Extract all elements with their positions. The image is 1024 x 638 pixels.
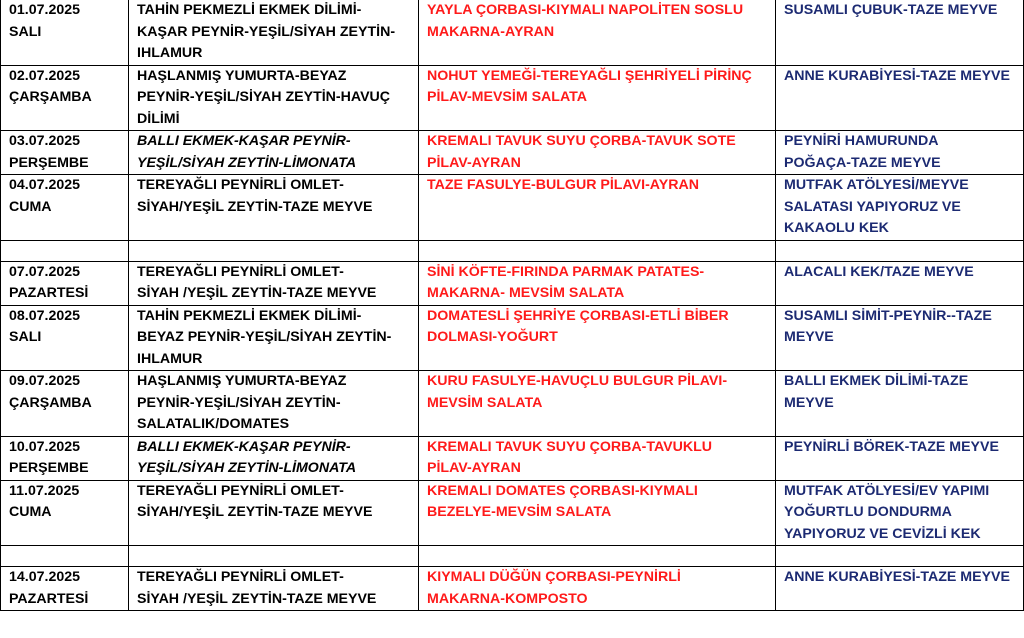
menu-day-row	[1, 65, 1024, 131]
breakfast-line: BEYAZ PEYNİR-YEŞİL/SİYAH ZEYTİN-	[137, 329, 392, 345]
date-text: 08.07.2025	[9, 307, 81, 324]
weekday-text: CUMA	[9, 504, 52, 520]
date-cell	[1, 480, 129, 546]
breakfast-line: TEREYAĞLI PEYNİRLİ OMLET-	[137, 263, 344, 280]
empty-cell	[129, 546, 419, 567]
weekday-text: ÇARŞAMBA	[9, 89, 92, 105]
breakfast-line: KAŞAR PEYNİR-YEŞİL/SİYAH ZEYTİN-	[137, 23, 396, 40]
snack-line: MUTFAK ATÖLYESİ/MEYVE	[784, 177, 969, 193]
snack-line: ANNE KURABİYESİ-TAZE MEYVE	[784, 569, 1010, 585]
date-text: 09.07.2025	[9, 373, 81, 389]
snack-cell	[776, 436, 1024, 480]
menu-day-row	[1, 567, 1024, 611]
empty-cell	[419, 546, 776, 567]
snack-line: ANNE KURABİYESİ-TAZE MEYVE	[784, 67, 1010, 84]
empty-cell	[776, 546, 1024, 567]
snack-cell	[776, 175, 1024, 241]
lunch-cell	[419, 65, 776, 131]
snack-line: SALATASI YAPIYORUZ VE	[784, 198, 961, 215]
lunch-cell	[419, 305, 776, 371]
breakfast-line: IHLAMUR	[137, 350, 203, 367]
date-cell	[1, 175, 129, 241]
breakfast-line: SİYAH/YEŞİL ZEYTİN-TAZE MEYVE	[137, 504, 373, 520]
breakfast-cell	[129, 65, 419, 131]
snack-line: YOĞURTLU DONDURMA	[784, 504, 952, 520]
menu-day-row	[1, 480, 1024, 546]
breakfast-line: SİYAH /YEŞİL ZEYTİN-TAZE MEYVE	[137, 285, 377, 301]
snack-line: MUTFAK ATÖLYESİ/EV YAPIMI	[784, 482, 990, 499]
empty-cell	[419, 240, 776, 261]
breakfast-cell	[129, 567, 419, 611]
breakfast-cell	[129, 436, 419, 480]
date-text: 04.07.2025	[9, 177, 81, 193]
breakfast-line: IHLAMUR	[137, 45, 203, 61]
breakfast-line: PEYNİR-YEŞİL/SİYAH ZEYTİN-	[137, 394, 341, 411]
snack-cell	[776, 131, 1024, 175]
date-cell	[1, 305, 129, 371]
breakfast-line: TEREYAĞLI PEYNİRLİ OMLET-	[137, 482, 344, 499]
lunch-line: KIYMALI DÜĞÜN ÇORBASI-PEYNİRLİ	[427, 569, 681, 585]
lunch-line: TAZE FASULYE-BULGUR PİLAVI-AYRAN	[427, 177, 699, 193]
lunch-cell	[419, 436, 776, 480]
snack-line: PEYNİRİ HAMURUNDA	[784, 133, 939, 149]
snack-cell	[776, 0, 1024, 65]
weekday-text: SALI	[9, 23, 42, 40]
week-separator-row	[1, 240, 1024, 261]
empty-cell	[129, 240, 419, 261]
breakfast-line: SALATALIK/DOMATES	[137, 416, 290, 432]
date-cell	[1, 567, 129, 611]
breakfast-line: PEYNİR-YEŞİL/SİYAH ZEYTİN-HAVUÇ	[137, 89, 391, 105]
lunch-line: MAKARNA-KOMPOSTO	[427, 590, 588, 607]
date-cell	[1, 371, 129, 437]
snack-cell	[776, 261, 1024, 305]
lunch-line: YAYLA ÇORBASI-KIYMALI NAPOLİTEN SOSLU	[427, 2, 744, 18]
breakfast-cell	[129, 305, 419, 371]
breakfast-line: DİLİMİ	[137, 110, 180, 127]
lunch-line: KREMALI TAVUK SUYU ÇORBA-TAVUK SOTE	[427, 133, 736, 149]
week-separator-row	[1, 546, 1024, 567]
snack-line: POĞAÇA-TAZE MEYVE	[784, 154, 941, 171]
date-cell	[1, 261, 129, 305]
lunch-line: MEVSİM SALATA	[427, 394, 543, 411]
lunch-line: SİNİ KÖFTE-FIRINDA PARMAK PATATES-	[427, 263, 705, 280]
breakfast-line: HAŞLANMIŞ YUMURTA-BEYAZ	[137, 67, 347, 84]
breakfast-cell	[129, 371, 419, 437]
lunch-line: KREMALI TAVUK SUYU ÇORBA-TAVUKLU	[427, 438, 713, 455]
menu-day-row	[1, 131, 1024, 175]
weekday-text: PERŞEMBE	[9, 460, 89, 476]
breakfast-line: TAHİN PEKMEZLİ EKMEK DİLİMİ-	[137, 307, 362, 324]
breakfast-line: HAŞLANMIŞ YUMURTA-BEYAZ	[137, 373, 347, 389]
snack-line: SUSAMLI SİMİT-PEYNİR--TAZE	[784, 307, 992, 324]
lunch-line: MAKARNA-AYRAN	[427, 23, 555, 40]
snack-line: MEYVE	[784, 329, 834, 345]
breakfast-line: BALLI EKMEK-KAŞAR PEYNİR-	[137, 133, 351, 149]
date-text: 02.07.2025	[9, 67, 81, 84]
empty-cell	[1, 240, 129, 261]
lunch-line: NOHUT YEMEĞİ-TEREYAĞLI ŞEHRİYELİ PİRİNÇ	[427, 67, 752, 84]
lunch-cell	[419, 261, 776, 305]
lunch-cell	[419, 371, 776, 437]
snack-cell	[776, 480, 1024, 546]
breakfast-line: SİYAH /YEŞİL ZEYTİN-TAZE MEYVE	[137, 590, 377, 607]
lunch-line: PİLAV-AYRAN	[427, 154, 521, 171]
lunch-cell	[419, 175, 776, 241]
date-cell	[1, 131, 129, 175]
menu-day-row	[1, 175, 1024, 241]
date-text: 03.07.2025	[9, 133, 81, 149]
lunch-line: KREMALI DOMATES ÇORBASI-KIYMALI	[427, 482, 698, 499]
snack-line: KAKAOLU KEK	[784, 220, 889, 236]
lunch-cell	[419, 131, 776, 175]
breakfast-line: TEREYAĞLI PEYNİRLİ OMLET-	[137, 177, 344, 193]
date-cell	[1, 436, 129, 480]
date-text: 14.07.2025	[9, 569, 81, 585]
weekday-text: ÇARŞAMBA	[9, 394, 92, 411]
lunch-line: KURU FASULYE-HAVUÇLU BULGUR PİLAVI-	[427, 373, 728, 389]
snack-line: BALLI EKMEK DİLİMİ-TAZE	[784, 373, 969, 389]
lunch-line: MAKARNA- MEVSİM SALATA	[427, 285, 625, 301]
weekday-text: PERŞEMBE	[9, 154, 89, 171]
lunch-line: DOMATESLİ ŞEHRİYE ÇORBASI-ETLİ BİBER	[427, 307, 729, 324]
breakfast-line: YEŞİL/SİYAH ZEYTİN-LİMONATA	[137, 154, 357, 171]
snack-line: MEYVE	[784, 394, 834, 411]
snack-line: YAPIYORUZ VE CEVİZLİ KEK	[784, 525, 981, 542]
snack-cell	[776, 305, 1024, 371]
date-cell	[1, 0, 129, 65]
date-text: 10.07.2025	[9, 438, 81, 455]
date-cell	[1, 65, 129, 131]
menu-day-row	[1, 436, 1024, 480]
breakfast-line: YEŞİL/SİYAH ZEYTİN-LİMONATA	[137, 460, 357, 476]
menu-day-row	[1, 0, 1024, 65]
lunch-line: PİLAV-AYRAN	[427, 460, 521, 476]
breakfast-cell	[129, 131, 419, 175]
lunch-line: DOLMASI-YOĞURT	[427, 329, 558, 345]
date-text: 07.07.2025	[9, 263, 81, 280]
snack-cell	[776, 371, 1024, 437]
snack-line: PEYNİRLİ BÖREK-TAZE MEYVE	[784, 438, 999, 455]
snack-line: ALACALI KEK/TAZE MEYVE	[784, 263, 974, 280]
lunch-line: BEZELYE-MEVSİM SALATA	[427, 504, 612, 520]
breakfast-line: TEREYAĞLI PEYNİRLİ OMLET-	[137, 569, 344, 585]
breakfast-line: SİYAH/YEŞİL ZEYTİN-TAZE MEYVE	[137, 198, 373, 215]
lunch-line: PİLAV-MEVSİM SALATA	[427, 89, 588, 105]
lunch-cell	[419, 567, 776, 611]
date-text: 01.07.2025	[9, 2, 81, 18]
snack-line: SUSAMLI ÇUBUK-TAZE MEYVE	[784, 2, 998, 18]
menu-day-row	[1, 371, 1024, 437]
weekday-text: CUMA	[9, 198, 52, 215]
weekday-text: PAZARTESİ	[9, 590, 89, 607]
meal-menu-body	[1, 0, 1024, 611]
snack-cell	[776, 65, 1024, 131]
breakfast-cell	[129, 261, 419, 305]
menu-day-row	[1, 261, 1024, 305]
weekday-text: SALI	[9, 329, 42, 345]
menu-day-row	[1, 305, 1024, 371]
breakfast-cell	[129, 175, 419, 241]
weekday-text: PAZARTESİ	[9, 285, 89, 301]
lunch-cell	[419, 0, 776, 65]
lunch-cell	[419, 480, 776, 546]
snack-cell	[776, 567, 1024, 611]
breakfast-line: BALLI EKMEK-KAŞAR PEYNİR-	[137, 438, 351, 455]
breakfast-line: TAHİN PEKMEZLİ EKMEK DİLİMİ-	[137, 2, 362, 18]
breakfast-cell	[129, 480, 419, 546]
empty-cell	[776, 240, 1024, 261]
empty-cell	[1, 546, 129, 567]
breakfast-cell	[129, 0, 419, 65]
date-text: 11.07.2025	[9, 482, 80, 499]
